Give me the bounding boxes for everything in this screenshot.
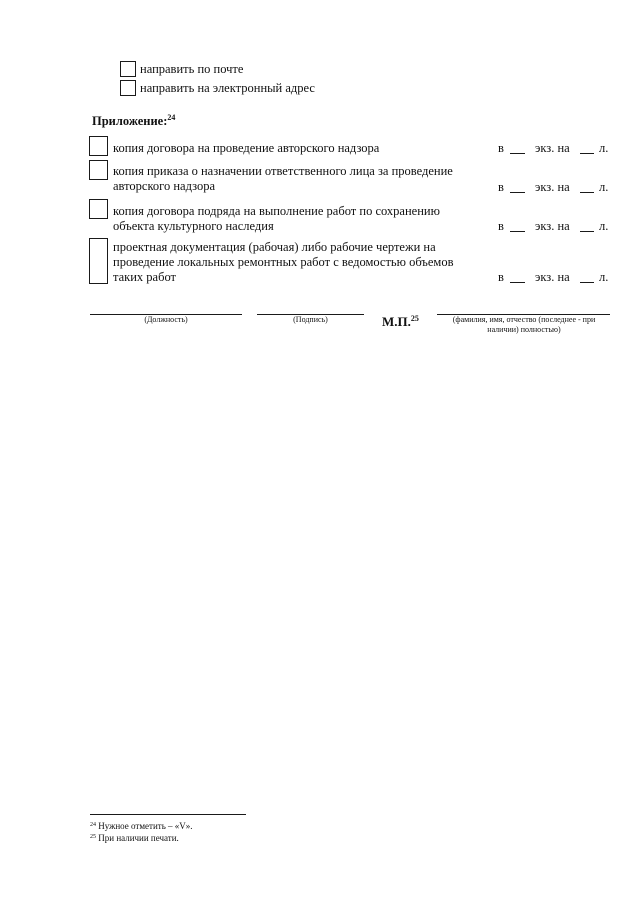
sheets-blank-2[interactable] <box>580 192 594 193</box>
mail-delivery-label: направить по почте <box>140 62 244 76</box>
sheets-blank-4[interactable] <box>580 282 594 283</box>
sheets-unit-2: л. <box>599 180 609 194</box>
copies-unit-1: экз. на <box>535 141 570 155</box>
footnote-1 <box>90 820 193 832</box>
position-caption: (Должность) <box>144 315 188 324</box>
sheets-unit-1: л. <box>599 141 609 155</box>
email-delivery-label: направить на электронный адрес <box>140 81 315 95</box>
mail-delivery-checkbox[interactable] <box>120 61 136 77</box>
sheets-unit-3: л. <box>599 219 609 233</box>
copies-prefix-4: в <box>498 270 504 284</box>
copies-prefix-2: в <box>498 180 504 194</box>
attachment-checkbox-1[interactable] <box>89 136 108 156</box>
stamp-footnote-ref: 25 <box>410 314 419 323</box>
copies-unit-2: экз. на <box>535 180 570 194</box>
sheets-blank-1[interactable] <box>580 153 594 154</box>
footnote-2-number: 25 <box>90 834 96 840</box>
copies-prefix-3: в <box>498 219 504 233</box>
stamp-label-text: М.П. <box>382 314 411 329</box>
copies-blank-1[interactable] <box>510 153 525 154</box>
footnote-2-text: При наличии печати. <box>98 833 179 843</box>
footnote-1-number: 24 <box>90 822 96 828</box>
attachments-title <box>92 110 175 129</box>
footnote-separator <box>90 814 246 815</box>
copies-blank-2[interactable] <box>510 192 525 193</box>
attachment-text-1: копия договора на проведение авторского надзора <box>113 141 380 155</box>
footnote-1-text: Нужное отметить – «V». <box>98 821 193 831</box>
attachments-footnote-ref: 24 <box>167 113 176 122</box>
email-delivery-checkbox[interactable] <box>120 80 136 96</box>
stamp-label <box>382 314 419 330</box>
copies-blank-3[interactable] <box>510 231 525 232</box>
sheets-unit-4: л. <box>599 270 609 284</box>
attachment-checkbox-3[interactable] <box>89 199 108 219</box>
attachment-checkbox-2[interactable] <box>89 160 108 180</box>
attachment-text-2: копия приказа о назначении ответственного лица за проведение авторского надзора <box>113 164 453 193</box>
attachments-title-text: Приложение: <box>92 114 168 128</box>
copies-blank-4[interactable] <box>510 282 525 283</box>
full-name-caption: (фамилия, имя, отчество (последнее - при наличии) полностью) <box>452 315 596 334</box>
attachment-text-3: копия договора подряда на выполнение работ по сохранению объекта культурного наследия <box>113 204 440 233</box>
copies-unit-3: экз. на <box>535 219 570 233</box>
footnote-2 <box>90 832 179 844</box>
copies-unit-4: экз. на <box>535 270 570 284</box>
attachment-checkbox-4[interactable] <box>89 238 108 284</box>
copies-prefix-1: в <box>498 141 504 155</box>
signature-caption: (Подпись) <box>293 315 328 324</box>
attachment-text-4: проектная документация (рабочая) либо рабочие чертежи на проведение локальных ремонтных работ с ведомостью объемов таких работ <box>113 240 454 284</box>
sheets-blank-3[interactable] <box>580 231 594 232</box>
